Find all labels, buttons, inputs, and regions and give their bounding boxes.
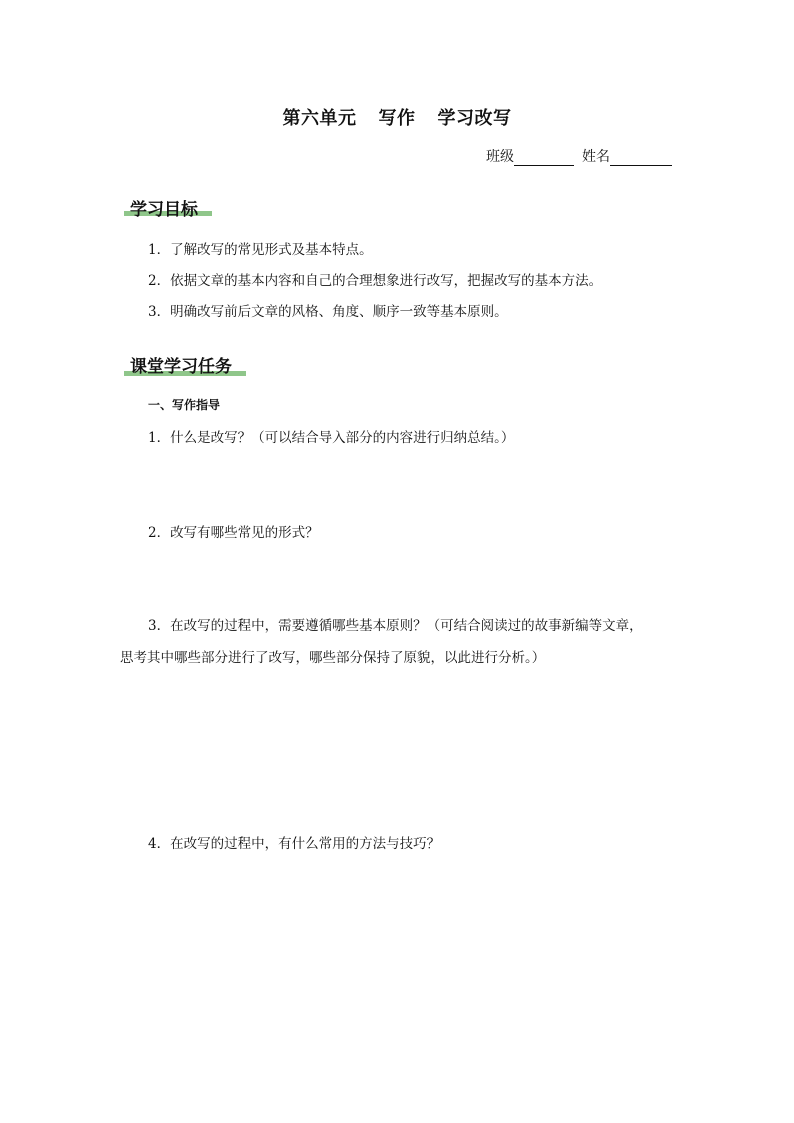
student-info-row	[486, 146, 672, 166]
class-blank[interactable]	[514, 151, 574, 166]
title-topic: 学习改写	[437, 108, 512, 129]
tasks-heading: 课堂学习任务	[130, 357, 232, 377]
question-4: 4．在改写的过程中，有什么常用的方法与技巧？	[148, 836, 441, 852]
question-2: 2．改写有哪些常见的形式？	[148, 525, 319, 541]
name-label: 姓名	[582, 149, 610, 165]
objective-item-2: 2．依据文章的基本内容和自己的合理想象进行改写，把握改写的基本方法。	[148, 273, 603, 289]
question-3-line-1: 3．在改写的过程中，需要遵循哪些基本原则？（可结合阅读过的故事新编等文章，	[148, 618, 643, 634]
objective-item-3: 3．明确改写前后文章的风格、角度、顺序一致等基本原则。	[148, 304, 508, 320]
class-label: 班级	[486, 149, 514, 165]
question-3-line-2: 思考其中哪些部分进行了改写，哪些部分保持了原貌，以此进行分析。）	[120, 650, 546, 666]
title-unit: 第六单元	[282, 108, 357, 129]
title-category: 写作	[378, 108, 416, 129]
objectives-heading: 学习目标	[130, 200, 198, 220]
writing-guidance-title: 一、写作指导	[148, 398, 221, 412]
name-blank[interactable]	[610, 151, 672, 166]
objective-item-1: 1．了解改写的常见形式及基本特点。	[148, 242, 373, 258]
page-title	[0, 104, 794, 130]
question-1: 1．什么是改写？（可以结合导入部分的内容进行归纳总结。）	[148, 430, 515, 446]
